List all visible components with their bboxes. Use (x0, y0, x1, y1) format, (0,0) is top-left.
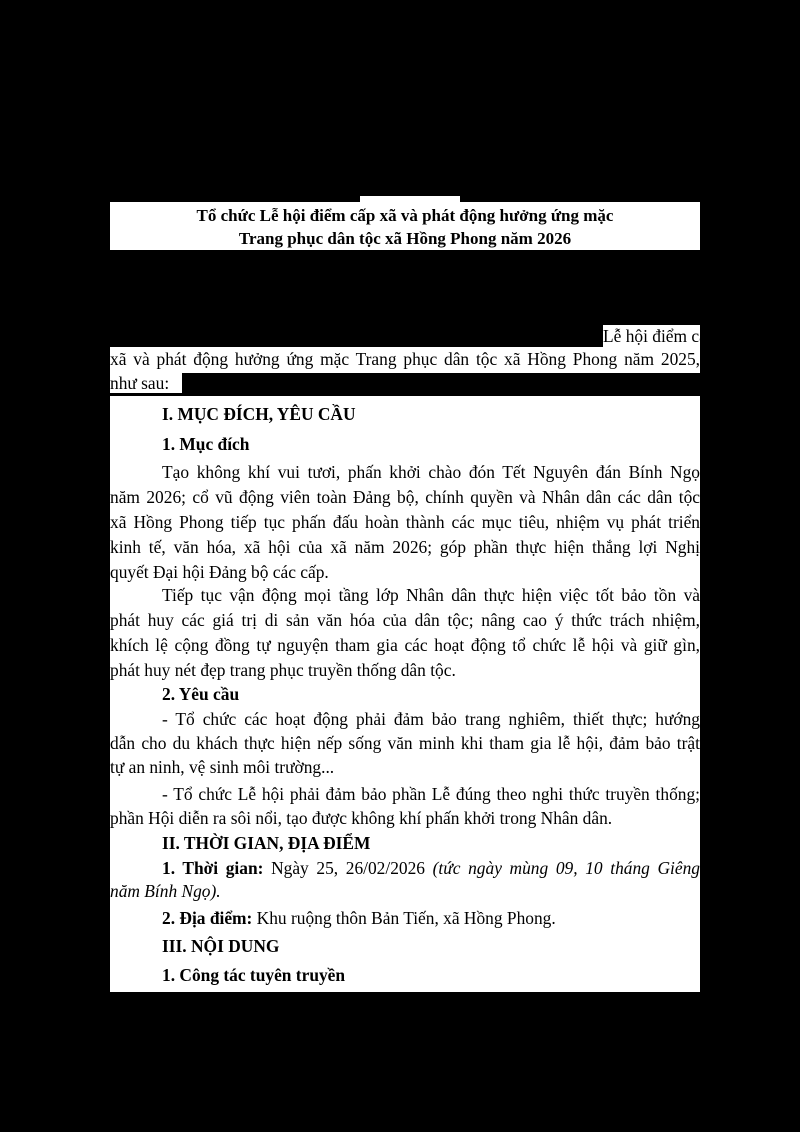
time-note-continued: năm Bính Ngọ). (110, 881, 221, 901)
paragraph-line: xã Hồng Phong tiếp tục phấn đấu hoàn thành các mục tiêu, nhiệm vụ phát triển (110, 512, 700, 532)
paragraph-line: - Tổ chức Lễ hội phải đảm bảo phần Lễ đúng theo nghi thức truyền thống; (162, 784, 700, 804)
paragraph-line: phát huy các giá trị di sản văn hóa của dân tộc; nâng cao ý thức trách nhiệm, (110, 610, 700, 630)
paragraph-line: phần Hội diễn ra sôi nổi, tạo được không khí phấn khởi trong Nhân dân. (110, 808, 613, 828)
time-value: Ngày 25, 26/02/2026 (263, 858, 433, 878)
section-1-subheading-purpose: 1. Mục đích (162, 434, 250, 454)
paragraph-line: dẫn cho du khách thực hiện nếp sống văn minh khi tham gia lễ hội, đảm bảo trật (110, 733, 700, 753)
time-line (110, 858, 700, 878)
time-label: 1. Thời gian: (162, 858, 264, 878)
intro-line-2: xã và phát động hưởng ứng mặc Trang phục dân tộc xã Hồng Phong năm 2025, (110, 349, 700, 369)
section-1-heading: I. MỤC ĐÍCH, YÊU CẦU (162, 404, 356, 424)
redacted-fragment (360, 196, 460, 202)
section-3-subheading-communication: 1. Công tác tuyên truyền (162, 965, 346, 985)
paragraph-line: Tiếp tục vận động mọi tầng lớp Nhân dân thực hiện việc tốt bảo tồn và (162, 585, 700, 605)
place-label: 2. Địa điểm: (162, 908, 253, 928)
paragraph-line: quyết Đại hội Đảng bộ các cấp. (110, 562, 329, 582)
paragraph-line: tự an ninh, vệ sinh môi trường... (110, 757, 335, 777)
intro-line-3: như sau: (110, 373, 170, 393)
intro-line-1: Lễ hội điểm cấp (603, 326, 716, 346)
paragraph-line: phát huy nét đẹp trang phục truyền thống dân tộc. (110, 660, 456, 680)
paragraph-line: - Tổ chức các hoạt động phải đảm bảo trang nghiêm, thiết thực; hướng (162, 709, 700, 729)
paragraph-line: Tạo không khí vui tươi, phấn khởi chào đón Tết Nguyên đán Bính Ngọ (162, 462, 700, 482)
section-1-subheading-requirements: 2. Yêu cầu (162, 684, 240, 704)
title-line-2: Trang phục dân tộc xã Hồng Phong năm 2026 (238, 229, 572, 248)
place-value: Khu ruộng thôn Bản Tiến, xã Hồng Phong. (252, 908, 556, 928)
time-note: (tức ngày mùng 09, 10 tháng Giêng (432, 858, 701, 878)
section-3-heading: III. NỘI DUNG (162, 936, 280, 956)
title-line-1: Tổ chức Lễ hội điểm cấp xã và phát động hưởng ứng mặc (196, 206, 614, 225)
paragraph-line: năm 2026; cổ vũ động viên toàn Đảng bộ, chính quyền và Nhân dân các dân tộc (110, 487, 700, 507)
paragraph-line: kinh tế, văn hóa, xã hội của xã năm 2026; góp phần thực hiện thắng lợi Nghị (110, 537, 700, 557)
document-title-block (110, 202, 700, 250)
place-line (110, 908, 700, 928)
section-2-heading: II. THỜI GIAN, ĐỊA ĐIỂM (162, 833, 371, 853)
document-body (110, 396, 700, 992)
intro-paragraph (110, 325, 716, 395)
paragraph-line: khích lệ cộng đồng tự nguyện tham gia các hoạt động tổ chức lễ hội và giữ gìn, (110, 635, 700, 655)
